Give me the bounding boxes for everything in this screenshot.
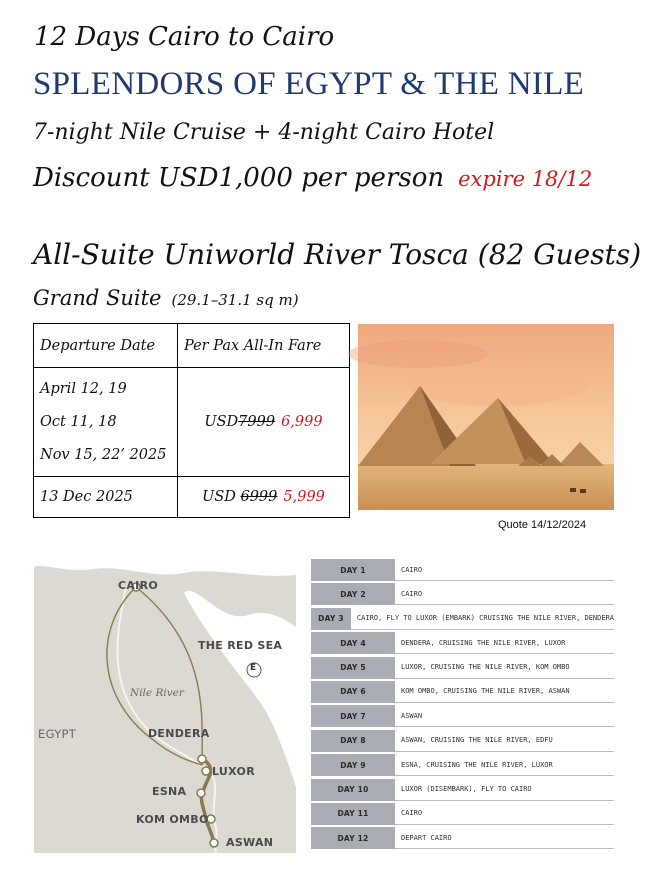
day-label: DAY 8: [311, 730, 395, 752]
suite-name: Grand Suite: [33, 286, 162, 310]
day-label: DAY 12: [311, 827, 395, 849]
map-label-red-sea: THE RED SEA: [198, 639, 283, 652]
suite-line: [33, 286, 299, 310]
map-marker-e: E: [250, 663, 257, 673]
day-description: ESNA, CRUISING THE NILE RIVER, LUXOR: [395, 754, 614, 776]
col-departure-date: Departure Date: [34, 324, 178, 368]
departure-date: Nov 15, 22’ 2025: [40, 446, 167, 463]
route-map: [34, 557, 296, 853]
day-label: DAY 10: [311, 779, 395, 801]
departure-date: April 12, 19: [40, 380, 127, 397]
ship-name: All-Suite Uniworld River Tosca (82 Guests): [33, 238, 642, 271]
map-label-esna: ESNA: [152, 785, 187, 798]
map-label-luxor: LUXOR: [212, 765, 255, 778]
map-graphic: [34, 557, 296, 853]
list-item: [311, 632, 614, 654]
departure-dates: [34, 368, 178, 477]
suite-size: (29.1–31.1 sq m): [171, 291, 299, 309]
map-label-nile: Nile River: [130, 687, 184, 699]
map-label-kom-ombo: KOM OMBO: [136, 813, 209, 826]
quote-date: Quote 14/12/2024: [498, 519, 587, 531]
list-item: [311, 827, 614, 849]
col-fare: Per Pax All-In Fare: [178, 324, 350, 368]
currency: USD: [204, 414, 239, 430]
fare-cell: [178, 368, 350, 477]
day-label: DAY 5: [311, 657, 395, 679]
old-price: 7999: [238, 414, 276, 430]
day-label: DAY 7: [311, 705, 395, 727]
list-item: [311, 657, 614, 679]
new-price: 6,999: [281, 414, 323, 430]
departure-date: 13 Dec 2025: [34, 477, 178, 518]
day-label: DAY 3: [311, 608, 351, 630]
day-description: LUXOR, CRUISING THE NILE RIVER, KOM OMBO: [395, 657, 614, 679]
list-item: [311, 730, 614, 752]
table-row: [34, 477, 350, 518]
list-item: [311, 559, 614, 581]
trip-duration: 12 Days Cairo to Cairo: [34, 22, 335, 52]
list-item: [311, 681, 614, 703]
day-description: ASWAN: [395, 705, 614, 727]
day-description: DENDERA, CRUISING THE NILE RIVER, LUXOR: [395, 632, 614, 654]
list-item: [311, 583, 614, 605]
fare-table-header: [34, 324, 350, 368]
day-description: ASWAN, CRUISING THE NILE RIVER, EDFU: [395, 730, 614, 752]
fare-cell: [178, 477, 350, 518]
map-label-aswan: ASWAN: [226, 836, 274, 849]
map-label-dendera: DENDERA: [148, 727, 210, 740]
day-description: CAIRO: [395, 559, 614, 581]
fare-table: [33, 323, 350, 518]
currency: USD: [202, 489, 241, 505]
discount-line: [33, 163, 592, 193]
departure-date: Oct 11, 18: [40, 413, 117, 430]
day-description: CAIRO: [395, 803, 614, 825]
day-label: DAY 4: [311, 632, 395, 654]
old-price: 6999: [240, 489, 278, 505]
list-item: [311, 705, 614, 727]
day-label: DAY 11: [311, 803, 395, 825]
day-label: DAY 6: [311, 681, 395, 703]
map-label-egypt: EGYPT: [38, 727, 77, 741]
list-item: [311, 608, 614, 630]
day-description: KOM OMBO, CRUISING THE NILE RIVER, ASWAN: [395, 681, 614, 703]
day-description: CAIRO, FLY TO LUXOR (EMBARK) CRUISING THE NILE RIVER, DENDERA: [351, 608, 614, 630]
day-description: LUXOR (DISEMBARK), FLY TO CAIRO: [395, 779, 614, 801]
table-row: [34, 368, 350, 477]
list-item: [311, 779, 614, 801]
new-price: 5,999: [283, 489, 325, 505]
day-description: DEPART CAIRO: [395, 827, 614, 849]
day-label: DAY 9: [311, 754, 395, 776]
list-item: [311, 754, 614, 776]
expire-text: expire 18/12: [458, 167, 593, 191]
itinerary-list: [311, 559, 614, 852]
pyramids-photo: [358, 324, 614, 510]
day-label: DAY 1: [311, 559, 395, 581]
list-item: [311, 803, 614, 825]
discount-text: Discount USD1,000 per person: [33, 163, 445, 193]
trip-subtitle: 7-night Nile Cruise + 4-night Cairo Hotel: [33, 120, 495, 145]
day-label: DAY 2: [311, 583, 395, 605]
map-label-cairo: CAIRO: [118, 579, 158, 592]
day-description: CAIRO: [395, 583, 614, 605]
trip-title: SPLENDORS OF EGYPT & THE NILE: [33, 66, 585, 102]
